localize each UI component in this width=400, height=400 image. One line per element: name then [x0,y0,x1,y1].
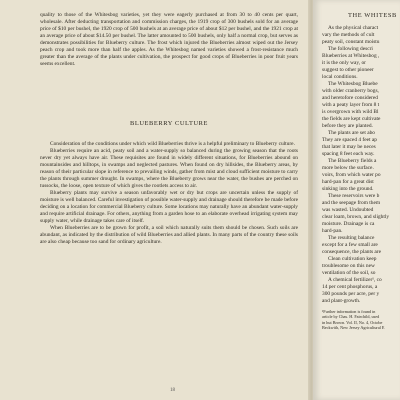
text-line: Blueberries at Whitesbog , [322,53,380,59]
text-line: peaty soil, constant moistu [322,39,380,45]
text-line: The resulting balance [328,235,375,241]
text-line: the fields are kept cultivate [322,116,381,122]
text-line: vary the methods of cult [322,32,375,38]
footnote-line: in hut Brown. Vol. II, No. 4, Octobe [322,319,383,325]
text-line: voirs, from which water po [322,172,381,178]
left-text-column [40,12,298,246]
section-heading: BLUEBERRY CULTURE [129,120,209,127]
right-page-heading: THE WHITESB [348,12,397,19]
text-line: clear loam, brown, and slightly [322,214,390,220]
text-line: The Whitesbog Bluebe [328,81,378,87]
text-line: it is the only way, or [322,60,366,66]
text-line: and heretofore considered [322,95,378,101]
text-line: A chemical fertilizer¹, co [328,277,382,283]
footnote-line: ¹Further information is found in [322,309,376,314]
text-line: more below the surface. [322,165,374,171]
footnote-line: article by Chas. H. Fairchild, used [322,314,380,320]
text-line: local conditions. [322,74,358,80]
paragraph: Blueberries require an acid, peaty soil and a water-supply so balanced during the growing season that the roots never dry yet always have air. These requisites are found in widely different situations, for Blueberries abound on mountainsides and hilltops, in swamps and neglected pastures. When found on dry hillsides, the Blueberry areas, by reason of their particular slope in reference to prevailing winds, gather from mist and cloud sufficient moisture to carry the plants through summer drought. In swamps, where the Blueberry grows near the water, the bushes are perched on tussocks, the loose, open texture of which gives the rootlets access to air. [40,148,298,189]
text-line: suggest to other pioneer [322,67,374,73]
text-line: moisture. Drainage is ca [322,221,375,227]
text-line: These reservoirs were b [328,193,380,199]
right-page [313,0,400,400]
text-line: The following descri [328,46,373,52]
right-text-column [322,12,400,331]
text-line: As the physical charact [328,25,379,31]
text-line: The Blueberry fields a [328,158,377,164]
page-number: 18 [170,388,175,393]
text-line: The plants are set abo [328,130,375,136]
text-line: was wasted. Undoubted [322,207,374,213]
paragraph: Blueberry plants may survive a season unfavorably wet or dry but crops are uncertain unless the supply of moisture is well balanced. Careful investigation of possible water-supply and drainage should therefore be made before deciding on a location for commercial Blueberry culture. Some locations may naturally have an abundant water-supply and require artificial drainage. For others, anything from a garden hose to an elaborate overhead irrigating system may supply water, while drainage takes care of itself. [40,190,298,224]
text-line: and the seepage from them [322,200,381,206]
text-line: They are spaced 4 feet ap [322,137,377,143]
text-line: Clean cultivation keep [328,256,377,262]
paragraph: Consideration of the conditions under which wild Blueberries thrive is a helpful preliminary to Blueberry culture. [50,141,295,147]
footnote-line: Beckwith, New Jersey Agricultural E [322,325,385,331]
footnote [322,309,400,331]
text-line: that later it may be neces [322,144,376,150]
text-line: hard-pan for a great dist [322,179,374,185]
text-line: 14 per cent phosphorus, a [322,284,378,290]
text-line: troublesome on this new [322,263,375,269]
text-line: consequence, the plants are [322,249,381,255]
text-line: before they are planted. [322,123,373,129]
text-line: with older cranberry bogs, [322,88,379,94]
text-line: spacing 8 feet each way. [322,151,375,157]
text-line: is overgrown with wild Bl [322,109,379,115]
text-line: and plant-growth. [322,298,361,304]
text-line: hard-pan. [322,228,343,234]
right-page-lines [322,25,400,305]
text-line: sinking into the ground. [322,186,374,192]
text-line: ventilation of the soil, so [322,270,376,276]
text-line: with a peaty layer from 8 t [322,102,380,108]
text-line: except for a few small are [322,242,378,248]
text-line: 300 pounds per acre, per y [322,291,380,297]
paragraph: quality to those of the Whitesbog varieties, yet they were eagerly purchased at from 30 to 40 cents per quart, wholesale. After deducting transportation and commission charges, the 1919 crop of 300 bushels sold for an average price of $10 per bushel, the 1920 crop of 500 bushels at an average price of about $12 per bushel, and the 1921 crop at an average price of about $14.50 per bushel. The latter amounted to 500 bushels, only half a normal crop, but serves as demonstrates possibilities for Blueberry culture. The frost which injured the Blueberries almost wiped out the Jersey peach crop and took more than half the apples. As the Whitesbog named varieties showed a frost-resistance much greater than the average of the plants under cultivation, the prospect for good crops of Blueberries in poor fruit years seems excellent. [40,12,298,67]
paragraph: When Blueberries are to be grown for profit, a soil which naturally suits them should be chosen. Such soils are abundant, as indicated by the distribution of wild Blueberries and allied plants. In many parts of the country these soils are also cheap because too sand for ordinary agriculture. [40,225,298,245]
